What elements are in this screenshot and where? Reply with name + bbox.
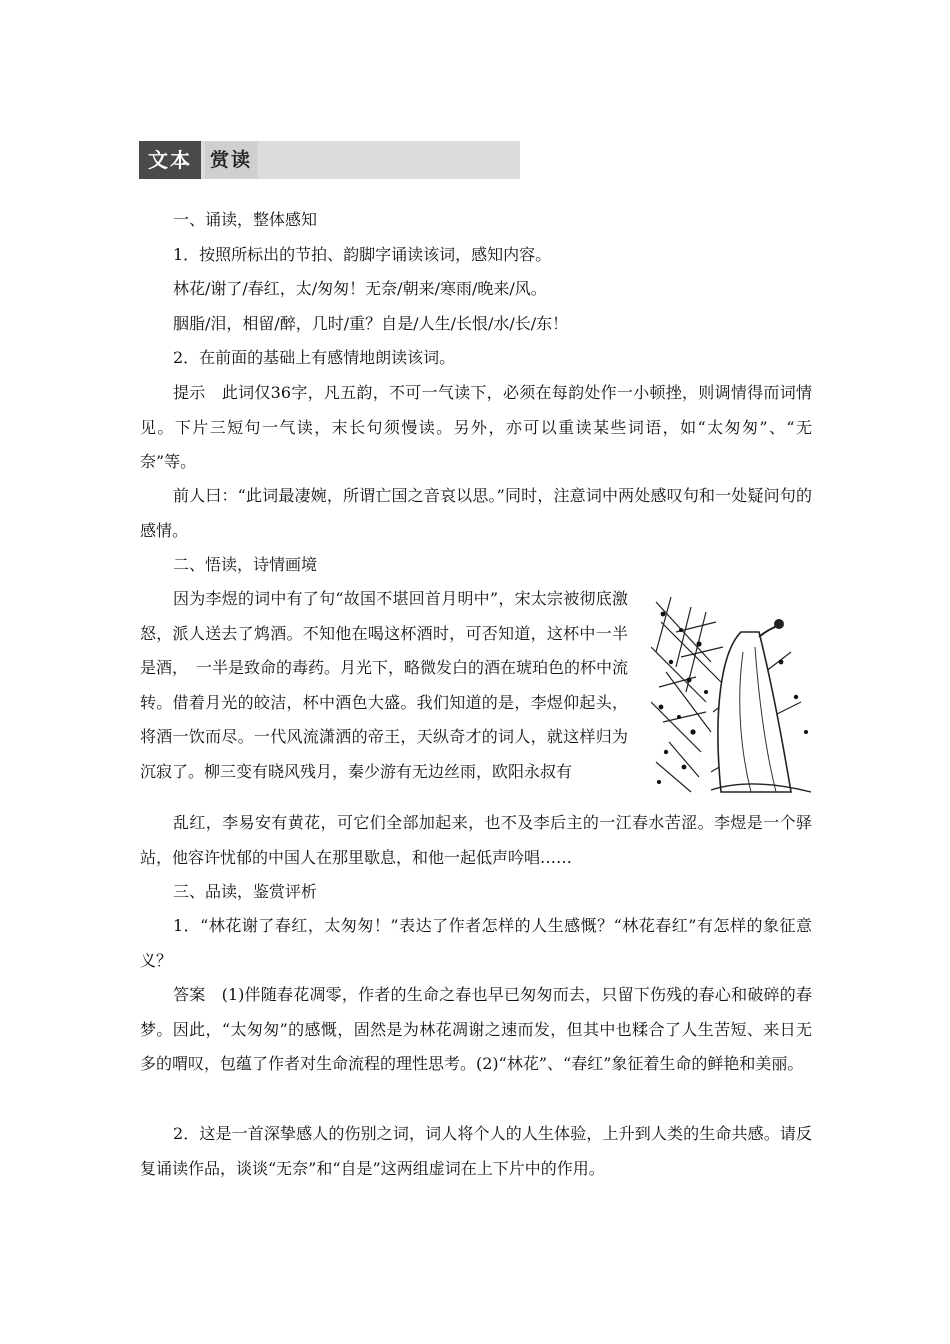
- section3-question2: 2．这是一首深挚感人的伤别之词，词人将个人的人生体验，上升到人类的生命共感。请反复诵读作品，谈谈“无奈”和“自是”这两组虚词在上下片中的作用。: [140, 1124, 812, 1178]
- section1-title: 一、诵读，整体感知: [173, 210, 318, 229]
- section3-question1: 1．“林花谢了春红，太匆匆！”表达了作者怎样的人生感慨？“林花春红”有怎样的象征意义？: [140, 916, 812, 970]
- illustration-poet-under-tree: [651, 592, 813, 804]
- story-paragraph-part2: 乱红，李易安有黄花，可它们全部加起来，也不及李后主的一江春水苦涩。李煜是一个驿站，他容许忧郁的中国人在那里歇息，和他一起低声吟唱……: [140, 813, 812, 867]
- predecessor-comment: 前人曰：“此词最凄婉，所谓亡国之音哀以思。”同时，注意词中两处感叹句和一处疑问句的感情。: [140, 486, 812, 540]
- section2-title: 二、悟读，诗情画境: [173, 555, 318, 574]
- section3-answer1: 答案 (1)伴随春花凋零，作者的生命之春也早已匆匆而去，只留下伤残的春心和破碎的春梦。因此，“太匆匆”的感慨，固然是为林花凋谢之速而发，但其中也糅合了人生苦短、来日无多的喟叹，包蕴了作者对生命流程的理性思考。(2)“林花”、“春红”象征着生命的鲜艳和美丽。: [140, 985, 812, 1073]
- banner-label-text: 文本: [139, 141, 201, 179]
- section1-question2: 2．在前面的基础上有感情地朗读该词。: [173, 348, 456, 367]
- section1-question1: 1．按照所标出的节拍、韵脚字诵读该词，感知内容。: [173, 245, 552, 264]
- section-banner: [139, 141, 520, 179]
- reading-tip: 提示 此词仅36字，凡五韵，不可一气读下，必须在每韵处作一小顿挫，则调情得而词情见。下片三短句一气读，末长句须慢读。另外，亦可以重读某些词语，如“太匆匆”、“无奈”等。: [140, 383, 812, 471]
- story-paragraph-part1: 因为李煜的词中有了句“故国不堪回首月明中”，宋太宗被彻底激怒，派人送去了鸩酒。不知他在喝这杯酒时，可否知道，这杯中一半是酒， 一半是致命的毒药。月光下，略微发白的酒在琥珀色的杯中流转。借着月光的皎洁，杯中酒色大盛。我们知道的是，李煜仰起头，将酒一饮而尽。一代风流潇洒的帝王，天纵奇才的词人，就这样归为沉寂了。柳三变有晓风残月，秦少游有无边丝雨，欧阳永叔有: [140, 589, 629, 781]
- section3-title: 三、品读，鉴赏评析: [173, 882, 318, 901]
- poem-line-2: 胭脂/泪，相留/醉，几时/重？自是/人生/长恨/水/长/东！: [173, 314, 569, 333]
- banner-label-appreciation: 赏读: [205, 141, 257, 179]
- poem-line-1: 林花/谢了/春红，太/匆匆！无奈/朝来/寒雨/晚来/风。: [173, 279, 547, 298]
